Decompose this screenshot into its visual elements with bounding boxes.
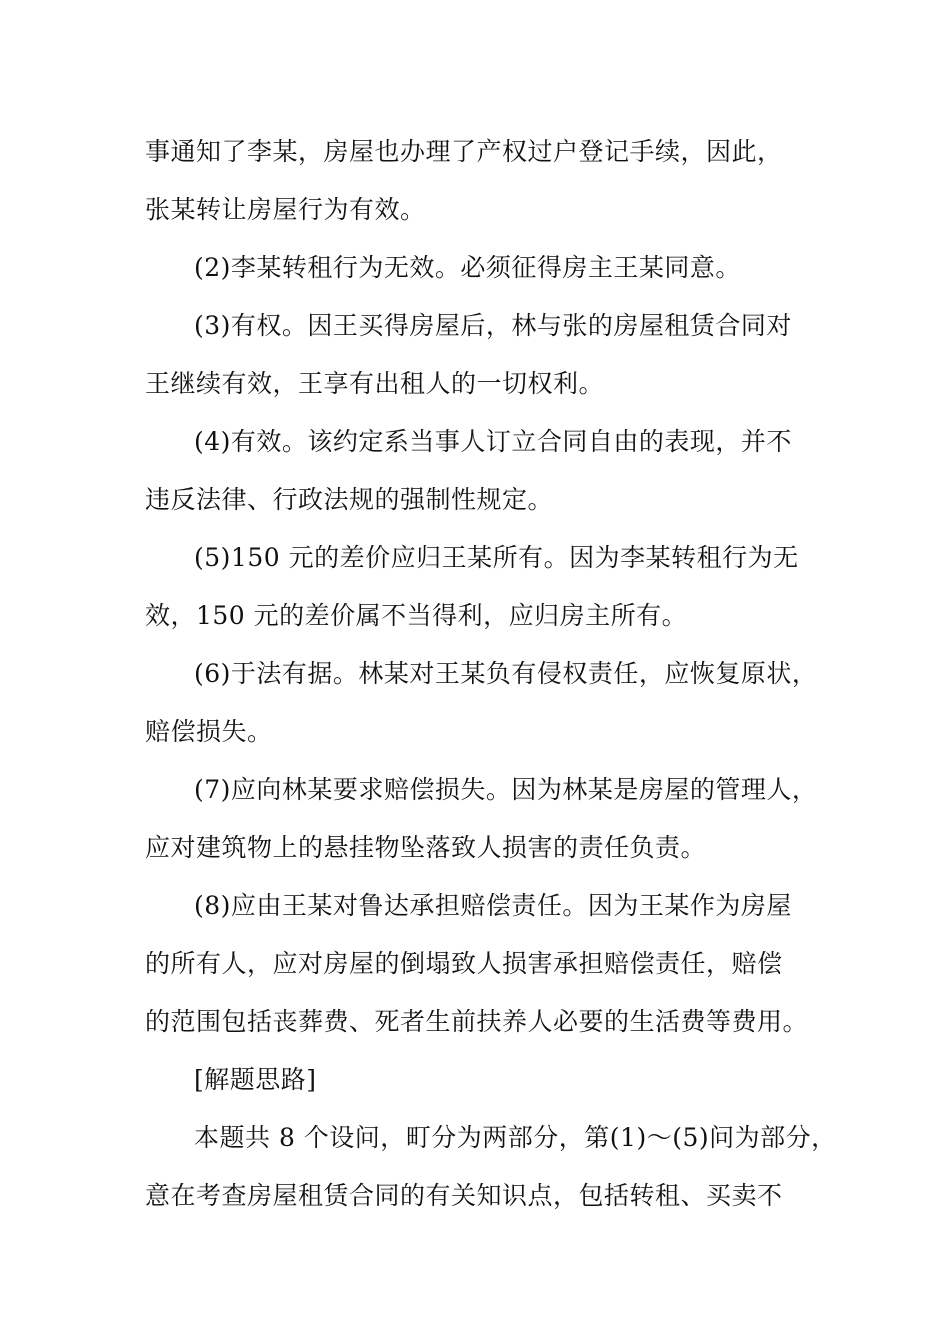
text-line-2: 张某转让房屋行为有效。 [145, 195, 426, 224]
answer-item-6: (6)于法有据。林某对王某负有侵权责任，应恢复原状， [194, 659, 818, 688]
text-line-7: 违反法律、行政法规的强制性规定。 [145, 485, 554, 514]
section-heading: [解题思路] [194, 1065, 317, 1094]
text-line-1: 事通知了李某，房屋也办理了产权过户登记手续，因此， [145, 137, 783, 166]
answer-item-3: (3)有权。因王买得房屋后，林与张的房屋租赁合同对 [194, 311, 792, 340]
text-line-18: 本题共 8 个设问，町分为两部分，第(1)～(5)问为部分， [194, 1123, 837, 1152]
text-line-5: 王继续有效，王享有出租人的一切权利。 [145, 369, 605, 398]
text-line-13: 应对建筑物上的悬挂物坠落致人损害的责任负责。 [145, 833, 707, 862]
answer-item-4: (4)有效。该约定系当事人订立合同自由的表现，并不 [194, 427, 792, 456]
text-line-16: 的范围包括丧葬费、死者生前扶养人必要的生活费等费用。 [145, 1007, 809, 1036]
text-line-15: 的所有人，应对房屋的倒塌致人损害承担赔偿责任，赔偿 [145, 949, 783, 978]
answer-item-5: (5)150 元的差价应归王某所有。因为李某转租行为无 [194, 543, 799, 572]
answer-item-2: (2)李某转租行为无效。必须征得房主王某同意。 [194, 253, 741, 282]
text-line-11: 赔偿损失。 [145, 717, 273, 746]
answer-item-8: (8)应由王某对鲁达承担赔偿责任。因为王某作为房屋 [194, 891, 792, 920]
text-line-19: 意在考查房屋租赁合同的有关知识点，包括转租、买卖不 [145, 1181, 783, 1210]
answer-item-7: (7)应向林某要求赔偿损失。因为林某是房屋的管理人， [194, 775, 818, 804]
text-line-9: 效，150 元的差价属不当得利，应归房主所有。 [145, 601, 688, 630]
